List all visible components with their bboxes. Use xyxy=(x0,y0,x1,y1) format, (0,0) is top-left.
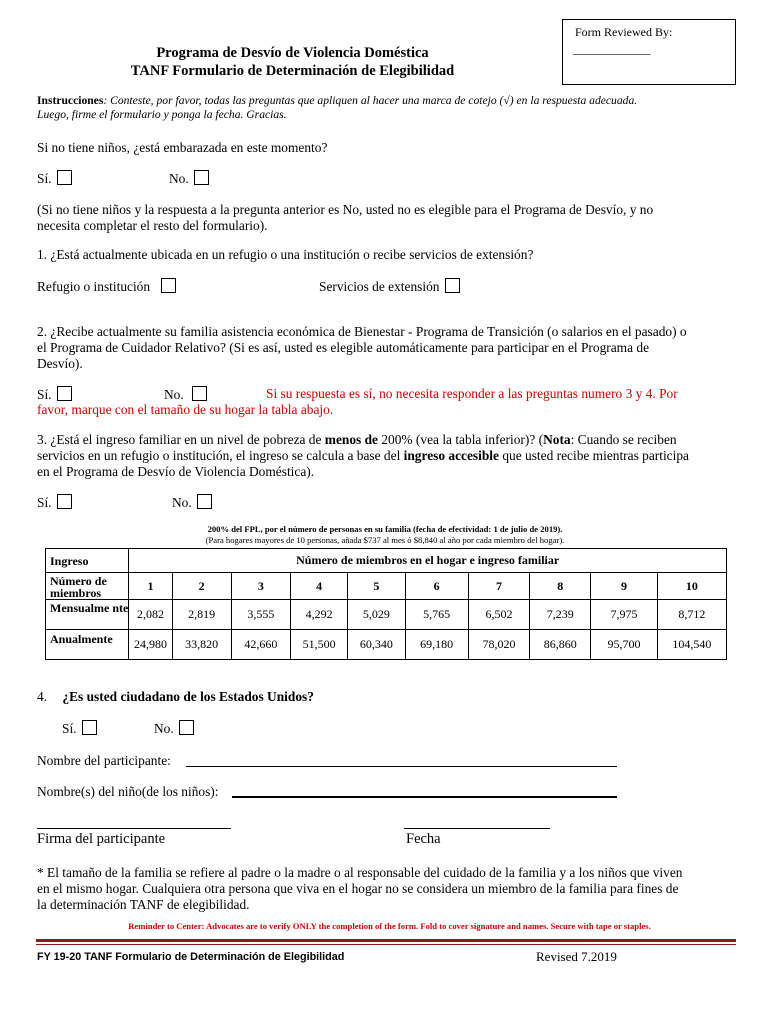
q3-yes xyxy=(37,494,72,511)
fpl-row-label-monthly: Mensualme nte xyxy=(46,600,129,630)
fpl-members-cell: 6 xyxy=(405,573,468,600)
question-4 xyxy=(37,689,314,705)
q0-yes xyxy=(37,170,72,187)
question-2-line-3: Desvío). xyxy=(37,356,83,371)
q1-option-outreach-label: Servicios de extensión xyxy=(319,279,440,294)
review-box xyxy=(562,19,736,85)
q4-yes-label: Sí. xyxy=(62,721,77,736)
fpl-annual-cell: 78,020 xyxy=(468,630,529,660)
fpl-members-cell: 4 xyxy=(291,573,348,600)
fpl-annual-cell: 51,500 xyxy=(291,630,348,660)
signature-field[interactable] xyxy=(37,828,231,829)
question-4-number: 4. xyxy=(37,689,48,704)
q2-no-checkbox[interactable] xyxy=(192,386,207,401)
footnote-line-1: * El tamaño de la familia se refiere al padre o la madre o al responsable del cuidado de la familia y a los niños que viven xyxy=(37,865,683,880)
fpl-caption-line-1: 200% del FPL, por el número de personas en su familia (fecha de efectividad: 1 de julio de 2019). xyxy=(207,524,563,534)
fpl-monthly-cell: 6,502 xyxy=(468,600,529,630)
fpl-header-members: Número de miembros en el hogar e ingreso familiar xyxy=(129,549,727,573)
q0-no-label: No. xyxy=(169,171,189,186)
fpl-members-cell: 5 xyxy=(348,573,405,600)
fpl-annual-cell: 95,700 xyxy=(591,630,657,660)
footer-rule-thin xyxy=(36,944,736,945)
q2-yes-checkbox[interactable] xyxy=(57,386,72,401)
fpl-monthly-cell: 5,765 xyxy=(405,600,468,630)
fpl-members-cell: 2 xyxy=(172,573,231,600)
reminder-note: Reminder to Center: Advocates are to verify ONLY the completion of the form. Fold to cover signature and names. Secure with tape or staples. xyxy=(128,921,651,931)
fpl-row-label-members: Número de miembros xyxy=(46,573,129,600)
q0-note-line-2: necesita completar el resto del formulario). xyxy=(37,218,268,233)
question-3 xyxy=(37,432,757,480)
q3-yes-checkbox[interactable] xyxy=(57,494,72,509)
fpl-monthly-cell: 7,975 xyxy=(591,600,657,630)
fpl-monthly-cell: 2,819 xyxy=(172,600,231,630)
question-2-line-2: el Programa de Cuidador Relativo? (Si es así, usted es elegible automáticamente para participar en el Programa de xyxy=(37,340,650,355)
q1-option-shelter xyxy=(37,278,176,295)
q2-yes xyxy=(37,386,72,403)
fpl-monthly-cell: 4,292 xyxy=(291,600,348,630)
q0-no xyxy=(169,170,209,187)
fpl-annual-cell: 69,180 xyxy=(405,630,468,660)
fpl-members-cell: 1 xyxy=(129,573,172,600)
fpl-members-cell: 9 xyxy=(591,573,657,600)
q3-no-checkbox[interactable] xyxy=(197,494,212,509)
question-3-line-1: 3. ¿Está el ingreso familiar en un nivel de pobreza de menos de 200% (vea la tabla inferior)? (Nota: Cuando se reciben xyxy=(37,432,677,447)
date-label: Fecha xyxy=(406,831,441,847)
fpl-annual-cell: 33,820 xyxy=(172,630,231,660)
q4-no xyxy=(154,720,194,737)
fpl-header-income: Ingreso xyxy=(46,549,129,573)
q2-no-label: No. xyxy=(164,387,184,402)
question-pregnant: Si no tiene niños, ¿está embarazada en este momento? xyxy=(37,140,328,155)
review-box-line: ______________ xyxy=(573,42,650,56)
fpl-caption xyxy=(120,524,650,546)
q0-note xyxy=(37,202,757,234)
fpl-row-label-annual: Anualmente xyxy=(46,630,129,660)
q0-note-line-1: (Si no tiene niños y la respuesta a la pregunta anterior es No, usted no es elegible para el Programa de Desvío, y no xyxy=(37,202,654,217)
q1-option-outreach xyxy=(319,278,460,295)
date-field[interactable] xyxy=(404,828,550,829)
signature-label: Firma del participante xyxy=(37,831,166,847)
title-line-2: TANF Formulario de Determinación de Elegibilidad xyxy=(130,63,455,79)
fpl-monthly-cell: 2,082 xyxy=(129,600,172,630)
instructions-text: : Conteste, por favor, todas las preguntas que apliquen al hacer una marca de cotejo (√) en la respuesta adecuada. xyxy=(103,94,638,107)
instructions-label: Instrucciones xyxy=(37,94,104,107)
footnote xyxy=(37,865,757,913)
footnote-line-2: en el mismo hogar. Cualquiera otra persona que viva en el hogar no se considera un miembro de la familia para fines de xyxy=(37,881,679,896)
q4-no-checkbox[interactable] xyxy=(179,720,194,735)
q2-note-line-1: Si su respuesta es sí, no necesita responder a las preguntas numero 3 y 4. Por xyxy=(266,386,678,401)
fpl-annual-cell: 42,660 xyxy=(231,630,290,660)
fpl-annual-cell: 24,980 xyxy=(129,630,172,660)
title-line-1: Programa de Desvío de Violencia Doméstica xyxy=(156,45,429,61)
question-2 xyxy=(37,324,757,372)
q3-no xyxy=(172,494,212,511)
footer-left: FY 19-20 TANF Formulario de Determinación de Elegibilidad xyxy=(37,951,345,963)
question-3-line-3: en el Programa de Desvío de Violencia Doméstica). xyxy=(37,464,315,479)
fpl-table xyxy=(45,548,727,660)
question-1: 1. ¿Está actualmente ubicada en un refugio o una institución o recibe servicios de extensión? xyxy=(37,247,534,262)
participant-name-field[interactable] xyxy=(186,766,617,767)
question-4-text: ¿Es usted ciudadano de los Estados Unidos? xyxy=(62,689,314,704)
fpl-monthly-cell: 8,712 xyxy=(657,600,726,630)
q2-no xyxy=(164,386,207,403)
fpl-annual-cell: 60,340 xyxy=(348,630,405,660)
q4-yes xyxy=(62,720,97,737)
fpl-monthly-cell: 5,029 xyxy=(348,600,405,630)
q1-option-shelter-label: Refugio o institución xyxy=(37,279,151,294)
children-names-field[interactable] xyxy=(232,796,617,798)
question-2-line-1: 2. ¿Recibe actualmente su familia asistencia económica de Bienestar - Programa de Transición (o salarios en el pasado) o xyxy=(37,324,687,339)
review-box-label: Form Reviewed By: xyxy=(575,25,673,39)
instructions-text-2: Luego, firme el formulario y ponga la fecha. Gracias. xyxy=(37,108,287,121)
fpl-annual-cell: 104,540 xyxy=(657,630,726,660)
q1-shelter-checkbox[interactable] xyxy=(161,278,176,293)
q4-yes-checkbox[interactable] xyxy=(82,720,97,735)
q2-yes-label: Sí. xyxy=(37,387,52,402)
instructions xyxy=(37,94,747,122)
fpl-annual-cell: 86,860 xyxy=(530,630,591,660)
question-3-line-2: servicios en un refugio o institución, el ingreso se calcula a base del ingreso accesible que usted recibe mientras participa xyxy=(37,448,689,463)
q2-note-line-2: favor, marque con el tamaño de su hogar la tabla abajo. xyxy=(37,402,334,417)
footer-right: Revised 7.2019 xyxy=(536,949,617,964)
fpl-members-cell: 8 xyxy=(530,573,591,600)
fpl-monthly-cell: 3,555 xyxy=(231,600,290,630)
q0-no-checkbox[interactable] xyxy=(194,170,209,185)
fpl-members-cell: 3 xyxy=(231,573,290,600)
q0-yes-label: Sí. xyxy=(37,171,52,186)
fpl-members-cell: 10 xyxy=(657,573,726,600)
footer-rule xyxy=(36,939,736,942)
page-title xyxy=(100,44,485,80)
q4-no-label: No. xyxy=(154,721,174,736)
fpl-caption-line-2: (Para hogares mayores de 10 personas, añada $737 al mes ó $8,840 al año por cada miembro del hogar). xyxy=(205,535,565,545)
q1-outreach-checkbox[interactable] xyxy=(445,278,460,293)
fpl-monthly-cell: 7,239 xyxy=(530,600,591,630)
fpl-members-cell: 7 xyxy=(468,573,529,600)
q3-no-label: No. xyxy=(172,495,192,510)
q3-yes-label: Sí. xyxy=(37,495,52,510)
footnote-line-3: la determinación TANF de elegibilidad. xyxy=(37,897,250,912)
q0-yes-checkbox[interactable] xyxy=(57,170,72,185)
participant-name-label: Nombre del participante: xyxy=(37,753,171,768)
children-names-label: Nombre(s) del niño(de los niños): xyxy=(37,784,219,799)
